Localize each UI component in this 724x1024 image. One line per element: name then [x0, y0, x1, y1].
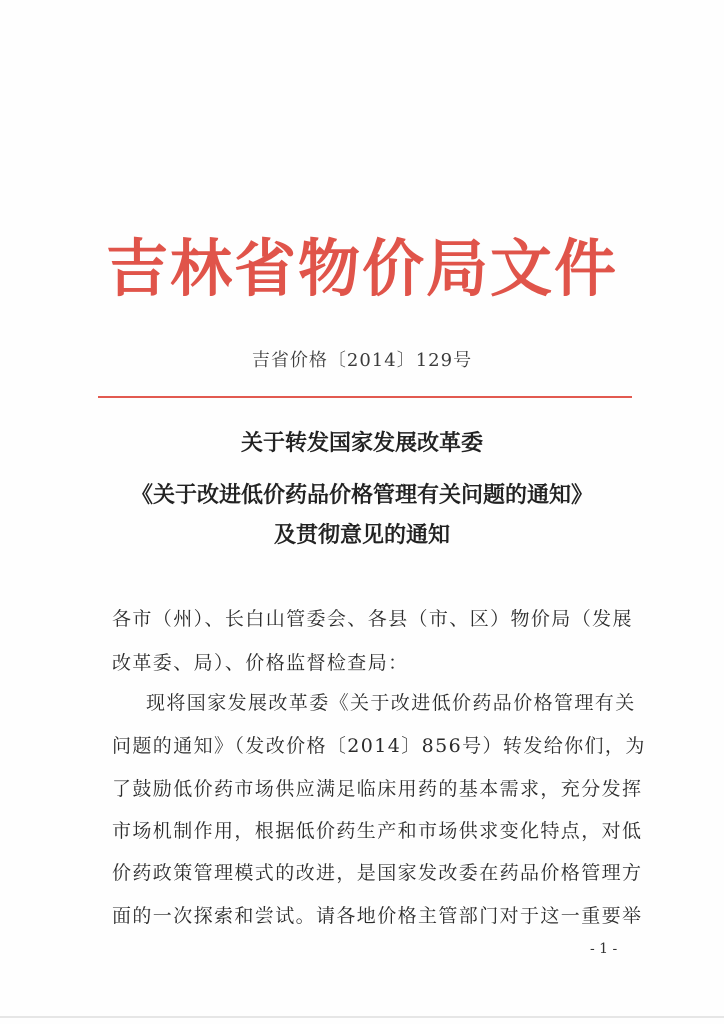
- body-text-line: 市场机制作用，根据低价药生产和市场供求变化特点，对低: [112, 820, 643, 842]
- notice-title-line-2: 《关于改进低价药品价格管理有关问题的通知》: [130, 482, 593, 508]
- body-text-line: 了鼓励低价药市场供应满足临床用药的基本需求，充分发挥: [112, 778, 643, 800]
- body-text-line: 现将国家发展改革委《关于改进低价药品价格管理有关: [146, 692, 636, 714]
- body-text-line: 问题的通知》（发改价格〔2014〕856号）转发给你们，为: [112, 735, 646, 757]
- body-text-line: 各市（州）、长白山管委会、各县（市、区）物价局（发展: [112, 608, 633, 630]
- page-number: - 1 -: [590, 941, 618, 957]
- body-text-line: 价药政策管理模式的改进，是国家发改委在药品价格管理方: [112, 862, 643, 884]
- notice-title-line-3: 及贯彻意见的通知: [273, 522, 450, 548]
- body-text-line: 改革委、局）、价格监督检查局：: [112, 652, 409, 674]
- red-divider-line: [98, 396, 632, 398]
- notice-title-line-1: 关于转发国家发展改革委: [240, 430, 483, 456]
- body-text-line: 面的一次探索和尝试。请各地价格主管部门对于这一重要举: [112, 905, 643, 927]
- document-number: 吉省价格〔2014〕129号: [251, 350, 473, 371]
- page-bottom-edge: [0, 1016, 724, 1018]
- document-header-title: 吉林省物价局文件: [105, 232, 618, 305]
